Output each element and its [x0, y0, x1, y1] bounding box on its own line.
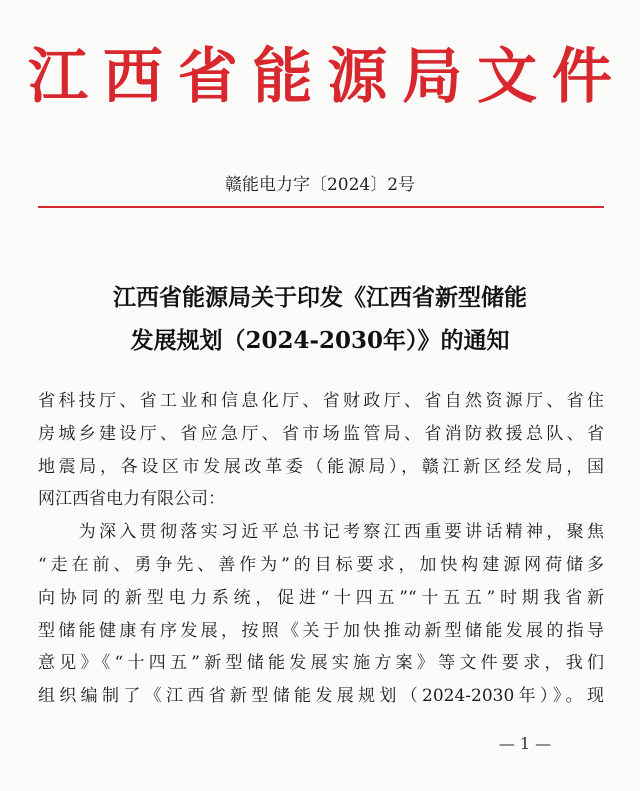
body-line: 地震局，各设区市发展改革委（能源局），赣江新区经发局，国 [38, 456, 604, 477]
notice-body [38, 385, 604, 713]
notice-title-line-2: 发展规划（2024-2030年）》的通知 [130, 327, 510, 354]
header-char: 能 [252, 42, 313, 112]
header-char: 省 [177, 42, 238, 112]
header-char: 源 [327, 42, 388, 112]
header-char: 局 [402, 42, 463, 112]
header-char: 西 [102, 42, 163, 112]
body-line: 省科技厅、省工业和信息化厅、省财政厅、省自然资源厅、省住 [38, 391, 604, 411]
body-line: 房城乡建设厅、省应急厅、省市场监管局、省消防救援总队、省 [38, 423, 604, 444]
header-char: 江 [28, 42, 88, 112]
page-number: — 1 — [498, 734, 552, 753]
notice-title-line-1: 江西省能源局关于印发《江西省新型储能 [113, 284, 527, 311]
body-line: “走在前、勇争先、善作为”的目标要求，加快构建源网荷储多 [38, 554, 604, 575]
header-char: 文 [477, 42, 538, 112]
body-line: 向协同的新型电力系统，促进“十四五”“十五五”时期我省新 [38, 587, 604, 608]
body-line: 网江西省电力有限公司： [38, 489, 225, 510]
body-line: 为深入贯彻落实习近平总书记考察江西重要讲话精神，聚焦 [38, 522, 604, 543]
document-header-title [28, 42, 612, 112]
document-number: 赣能电力字〔2024〕2号 [224, 175, 416, 195]
header-divider [38, 206, 604, 208]
body-line: 型储能健康有序发展，按照《关于加快推动新型储能发展的指导 [38, 620, 604, 641]
header-char: 件 [551, 42, 612, 112]
notice-title [40, 276, 600, 362]
body-line: 组织编制了《江西省新型储能发展规划（2024-2030年）》。现 [38, 686, 604, 707]
body-line: 意见》《“十四五”新型储能发展实施方案》等文件要求，我们 [38, 653, 604, 674]
